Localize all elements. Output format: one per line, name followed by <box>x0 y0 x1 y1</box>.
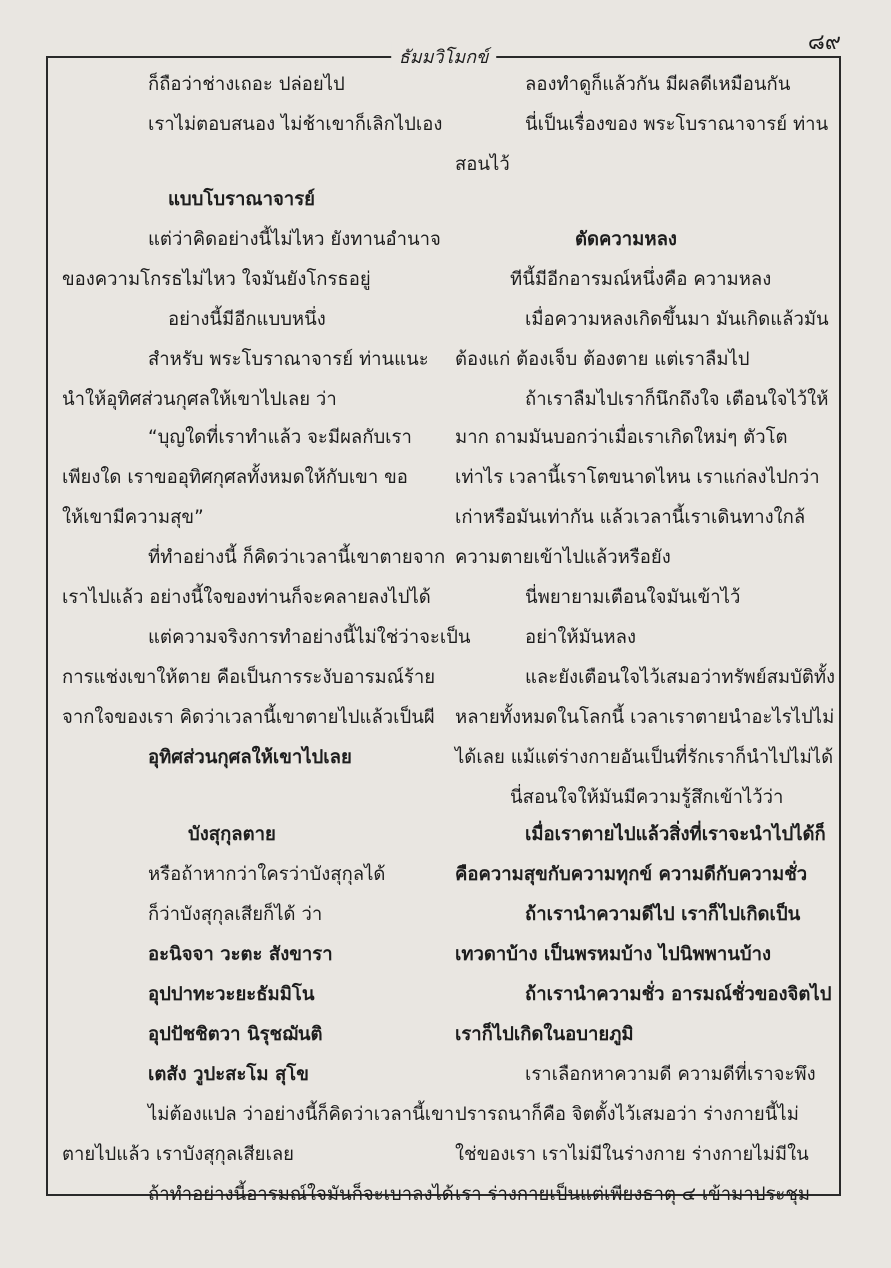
left-line-1: ก็ถือว่าช่างเถอะ ปล่อยไป <box>148 74 345 95</box>
left-line-19: หรือถ้าหากว่าใครว่าบังสุกุลได้ <box>148 864 386 885</box>
right-line-15: และยังเตือนใจไว้เสมอว่าทรัพย์สมบัติทั้ง <box>525 667 836 688</box>
right-line-16: หลายทั้งหมดในโลกนี้ เวลาเราตายนำอะไรไปไม่ <box>455 707 835 728</box>
left-line-9: “บุญใดที่เราทำแล้ว จะมีผลกับเรา <box>148 427 412 448</box>
right-line-11: เก่าหรือมันเท่ากัน แล้วเวลานี้เราเดินทางใกล้ <box>455 507 806 528</box>
left-line-2: เราไม่ตอบสนอง ไม่ช้าเขาก็เลิกไปเอง <box>148 114 443 135</box>
left-line-15: การแช่งเขาให้ตาย คือเป็นการระงับอารมณ์ร้าย <box>62 667 436 688</box>
right-line-5: ทีนี้มีอีกอารมณ์หนึ่งคือ ความหลง <box>510 269 772 290</box>
left-line-12: ที่ทำอย่างนี้ ก็คิดว่าเวลานี้เขาตายจาก <box>148 547 446 568</box>
left-line-3: แบบโบราณาจารย์ <box>168 189 315 210</box>
right-line-25: เราเลือกหาความดี ความดีที่เราจะพึง <box>525 1064 816 1085</box>
right-line-17: ได้เลย แม้แต่ร่างกายอันเป็นที่รักเราก็นำไปไม่ได้ <box>455 747 834 768</box>
right-line-3: สอนไว้ <box>455 154 510 175</box>
right-line-9: มาก ถามมันบอกว่าเมื่อเราเกิดใหม่ๆ ตัวโต <box>455 427 788 448</box>
right-line-14: อย่าให้มันหลง <box>525 627 636 648</box>
right-line-2: นี่เป็นเรื่องของ พระโบราณาจารย์ ท่าน <box>525 114 829 135</box>
left-line-20: ก็ว่าบังสุกุลเสียก็ได้ ว่า <box>148 904 323 925</box>
running-header: ธัมมวิโมกข์ <box>391 42 497 71</box>
right-line-26: ปรารถนาก็คือ จิตตั้งไว้เสมอว่า ร่างกายนี้ไม่ <box>455 1104 799 1125</box>
right-line-10: เท่าไร เวลานี้เราโตขนาดไหน เราแก่ลงไปกว่า <box>455 467 820 488</box>
right-line-13: นี่พยายามเตือนใจมันเข้าไว้ <box>525 587 741 608</box>
right-line-19: เมื่อเราตายไปแล้วสิ่งที่เราจะนำไปได้ก็ <box>525 824 826 845</box>
right-line-7: ต้องแก่ ต้องเจ็บ ต้องตาย แต่เราลืมไป <box>455 349 750 370</box>
right-line-22: เทวดาบ้าง เป็นพรหมบ้าง ไปนิพพานบ้าง <box>455 944 772 965</box>
left-line-7: สำหรับ พระโบราณาจารย์ ท่านแนะ <box>148 349 429 370</box>
right-line-27: ใช่ของเรา เราไม่มีในร่างกาย ร่างกายไม่มีใน <box>455 1144 809 1165</box>
right-line-12: ความตายเข้าไปแล้วหรือยัง <box>455 547 671 568</box>
left-line-22: อุปปาทะวะยะธัมมิโน <box>148 984 315 1005</box>
left-line-11: ให้เขามีความสุข” <box>62 507 204 528</box>
right-line-4: ตัดความหลง <box>575 229 677 250</box>
left-line-8: นำให้อุทิศส่วนกุศลให้เขาไปเลย ว่า <box>62 389 337 410</box>
left-line-18: บังสุกุลตาย <box>188 824 276 845</box>
left-line-4: แต่ว่าคิดอย่างนี้ไม่ไหว ยังทานอำนาจ <box>148 229 441 250</box>
left-line-13: เราไปแล้ว อย่างนี้ใจของท่านก็จะคลายลงไปได้ <box>62 587 431 608</box>
right-line-8: ถ้าเราลืมไปเราก็นึกถึงใจ เตือนใจไว้ให้ <box>525 389 829 410</box>
left-line-25: ไม่ต้องแปล ว่าอย่างนี้ก็คิดว่าเวลานี้เขา <box>148 1104 455 1125</box>
right-line-21: ถ้าเรานำความดีไป เราก็ไปเกิดเป็น <box>525 904 801 925</box>
right-line-24: เราก็ไปเกิดในอบายภูมิ <box>455 1024 634 1045</box>
left-line-27: ถ้าทำอย่างนี้อารมณ์ใจมันก็จะเบาลงได้ <box>148 1184 454 1205</box>
left-line-5: ของความโกรธไม่ไหว ใจมันยังโกรธอยู่ <box>62 269 371 290</box>
page-number: ๘๙ <box>807 30 841 55</box>
right-line-28: เรา ร่างกายเป็นแต่เพียงธาตุ ๔ เข้ามาประชุม <box>455 1184 811 1205</box>
right-line-18: นี่สอนใจให้มันมีความรู้สึกเข้าไว้ว่า <box>510 787 784 808</box>
left-line-17: อุทิศส่วนกุศลให้เขาไปเลย <box>148 747 352 768</box>
right-line-23: ถ้าเรานำความชั่ว อารมณ์ชั่วของจิตไป <box>525 984 832 1005</box>
right-line-1: ลองทำดูก็แล้วกัน มีผลดีเหมือนกัน <box>525 74 791 95</box>
left-line-16: จากใจของเรา คิดว่าเวลานี้เขาตายไปแล้วเป็นผี <box>62 707 435 728</box>
right-line-20: คือความสุขกับความทุกข์ ความดีกับความชั่ว <box>455 864 808 885</box>
left-line-6: อย่างนี้มีอีกแบบหนึ่ง <box>168 309 326 330</box>
left-line-14: แต่ความจริงการทำอย่างนี้ไม่ใช่ว่าจะเป็น <box>148 627 471 648</box>
right-line-6: เมื่อความหลงเกิดขึ้นมา มันเกิดแล้วมัน <box>525 309 829 330</box>
left-line-24: เตสัง วูปะสะโม สุโข <box>148 1064 309 1085</box>
left-line-26: ตายไปแล้ว เราบังสุกุลเสียเลย <box>62 1144 295 1165</box>
left-line-23: อุปปัชชิตวา นิรุชฌันติ <box>148 1024 323 1045</box>
content-frame <box>46 47 841 1205</box>
left-line-10: เพียงใด เราขออุทิศกุศลทั้งหมดให้กับเขา ขอ <box>62 467 408 488</box>
left-line-21: อะนิจจา วะตะ สังขารา <box>148 944 333 965</box>
